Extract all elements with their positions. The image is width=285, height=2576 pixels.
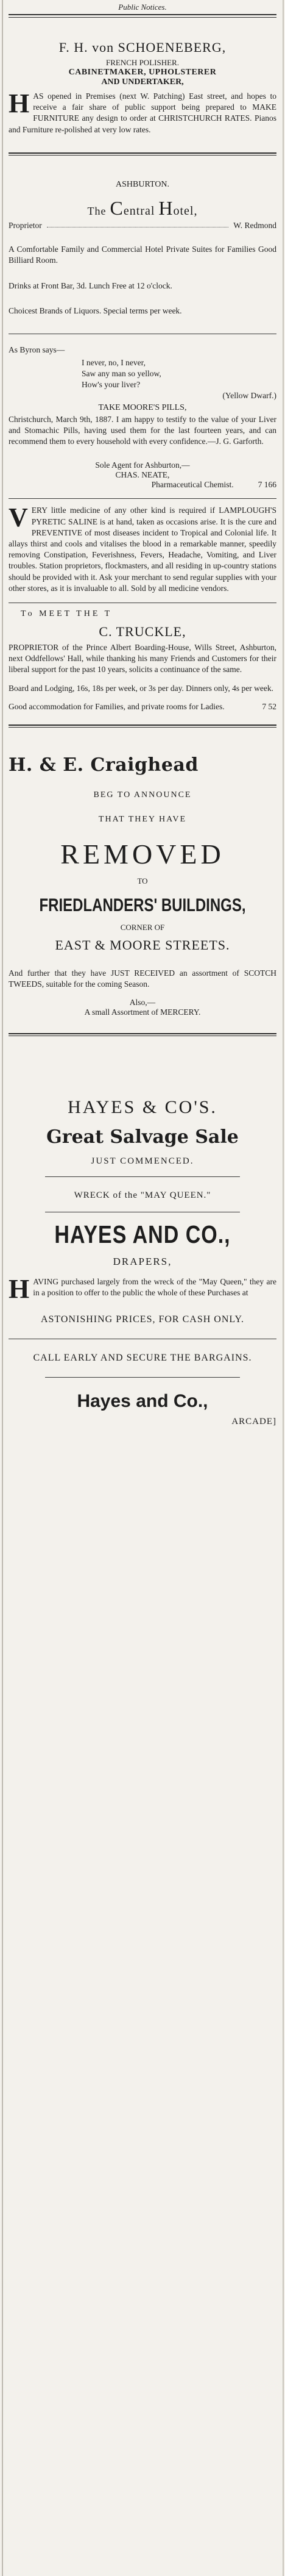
craighead-firm: H. & E. Craighead [9,754,199,776]
moores-pills-advert [9,345,276,490]
byron-intro: As Byron says— [9,345,65,354]
hotel-name-c: C [110,196,124,219]
schoeneberg-dropcap: H [9,88,30,118]
lamplough-body: ERY little medicine of any other kind is required if LAMPLOUGH'S PYRETIC SALINE is at hand, taken as occasions arise. It is the cure and PREVENTIVE of most diseases incident to Tropical and Colonial life. It allays thirst and cools and vitalises the blood in a remarkable manner, speedily removing Constipation, Feverishness, Fevers, Headache, Vomiting, and Liver troubles. Station proprietors, flockmasters, and all residing in up-country stations should be provided with it. Ask your merchant to send regular supplies with your other stores, as it is invaluable to all. Sold by all medicine vendors. [9,506,276,593]
craighead-buildings: FRIEDLANDERS' BUILDINGS, [39,895,246,916]
craighead-beg: BEG TO ANNOUNCE [93,790,192,800]
hotel-proprietor-name: W. Redmond [233,220,276,230]
craighead-advert [9,754,276,1017]
pills-chemist: Pharmaceutical Chemist. [151,480,234,490]
craighead-that: THAT THEY HAVE [98,815,187,825]
pills-title: TAKE MOORE'S PILLS, [98,402,187,412]
craighead-mercery: A small Assortment of MERCERY. [84,1007,201,1017]
hotel-drinks: Drinks at Front Bar, 3d. Lunch Free at 12 o'clock. [9,281,172,291]
hotel-place: ASHBURTON. [116,179,169,189]
section-title: Public Notices. [118,2,167,12]
divider [9,724,276,728]
divider [9,152,276,156]
truckle-name: C. TRUCKLE, [99,624,186,640]
hayes-commenced: JUST COMMENCED. [91,1156,194,1166]
left-column-edge [2,0,3,2576]
schoeneberg-advert [9,40,276,135]
hayes-firm: HAYES AND CO., [54,1220,231,1249]
divider [45,1176,240,1177]
truckle-accom: Good accommodation for Families, and private rooms for Ladies. [9,701,225,711]
hotel-name-central: entral [123,204,155,218]
hayes-call: CALL EARLY AND SECURE THE BARGAINS. [33,1353,252,1363]
hayes-arcade: ARCADE] [231,1417,276,1426]
hotel-proprietor-label: Proprietor [9,220,42,230]
masthead-rule [9,14,276,18]
craighead-to: TO [137,876,148,886]
hayes-body: AVING purchased largely from the wreck of the "May Queen," they are in a position to offer to the public the whole of these Purchases at [33,1276,276,1297]
hotel-brands: Choicest Brands of Liquors. Special terms per week. [9,306,182,315]
truckle-meet: To MEET THE T [21,609,113,619]
hotel-proprietor-row [9,221,276,231]
hayes-dropcap: H [9,1273,30,1304]
pills-agent-name: CHAS. NEATE, [115,470,170,480]
byron-verse [9,357,276,402]
truckle-ref: 7 52 [262,701,276,711]
lamplough-dropcap: V [9,503,28,533]
craighead-corner: CORNER OF [120,923,165,932]
hayes-drapers: DRAPERS, [113,1255,172,1267]
hayes-wreck: WRECK of the "MAY QUEEN." [74,1190,211,1200]
hayes-sale: Great Salvage Sale [46,1126,239,1148]
craighead-streets: EAST & MOORE STREETS. [55,937,230,953]
verse-line-1: I never, no, I never, [82,357,146,367]
divider [45,1377,240,1378]
divider [9,498,276,499]
schoeneberg-trade-2: CABINETMAKER, UPHOLSTERER [68,68,217,77]
hotel-name-lead: The [87,204,107,217]
pills-agent: Sole Agent for Ashburton,— [95,460,190,470]
hotel-name [9,197,276,220]
schoeneberg-trade-1: FRENCH POLISHER. [106,58,179,67]
craighead-removed: REMOVED [60,839,225,870]
divider [9,1033,276,1036]
truckle-body: PROPRIETOR of the Prince Albert Boarding-House, Wills Street, Ashburton, next Oddfellows' Hall, while thanking his many Friends and Customers for their liberal support for the past 10 years, solicits a continuance of the same. [9,643,276,674]
pills-chemist-row [9,480,276,490]
hotel-description: A Comfortable Family and Commercial Hotel Private Suites for Families Good Billiard Room. [9,244,276,265]
hayes-advert [9,1097,276,1427]
central-hotel-advert [9,180,276,317]
advertisement-column [9,0,276,1427]
hotel-name-h: H [158,196,174,219]
verse-line-3: How's your liver? [82,380,141,390]
pills-testimonial: Christchurch, March 9th, 1887. I am happy to testify to the value of your Liver and Stomachic Pills, having used them for the last fourteen years, and can recommend them to every household with every confidence.—J. G. Garforth. [9,414,276,446]
craighead-also: Also,— [129,997,156,1007]
lamplough-advert [9,505,276,594]
truckle-accom-block [9,701,276,712]
truckle-board: Board and Lodging, 16s, 18s per week, or 3s per day. Dinners only, 4s per week. [9,683,274,693]
hayes-head: HAYES & CO'S. [68,1097,217,1117]
hayes-signature: Hayes and Co., [77,1391,208,1411]
truckle-advert [9,609,276,712]
schoeneberg-body: AS opened in Premises (next W. Patching) East street, and hopes to receive a fair share of public support being prepared to MAKE FURNITURE any design to order at CHRISTCHURCH RATES. Pianos and Furniture re-polished at very low rates. [9,91,276,134]
schoeneberg-name: F. H. von SCHOENEBERG, [58,40,227,55]
verse-line-2: Saw any man so yellow, [82,368,161,378]
hayes-prices: ASTONISHING PRICES, FOR CASH ONLY. [40,1314,245,1325]
pills-ref: 7 166 [258,480,276,490]
hotel-name-hotel: otel, [173,204,198,218]
schoeneberg-trade-3: AND UNDERTAKER, [101,77,184,87]
verse-line-4: (Yellow Dwarf.) [222,391,276,401]
hotel-proprietor-dots [47,221,229,227]
craighead-further: And further that they have JUST RECEIVED an assortment of SCOTCH TWEEDS, suitable for the coming Season. [9,968,276,989]
right-column-edge [283,0,284,2576]
